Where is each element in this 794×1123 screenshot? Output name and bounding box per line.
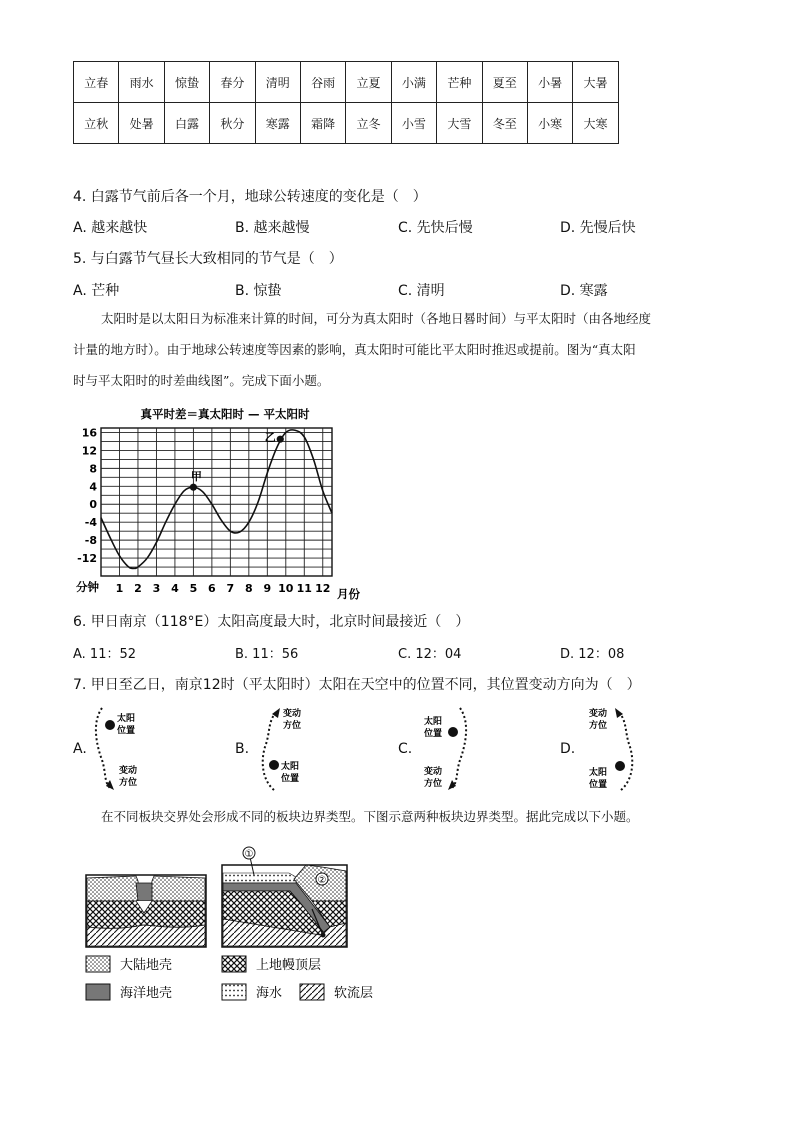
q6-option-d[interactable]: D. 12：08 xyxy=(560,647,625,662)
solar-term-cell: 清明 xyxy=(255,62,300,103)
x-tick-label: 5 xyxy=(189,582,198,595)
x-tick-label: 7 xyxy=(226,582,235,595)
y-tick-label: -4 xyxy=(84,516,97,530)
solar-term-cell: 立春 xyxy=(74,62,119,103)
x-tick-label: 12 xyxy=(315,582,331,595)
y-tick-label: 4 xyxy=(89,480,97,494)
q4-option-c[interactable]: C. 先快后慢 xyxy=(398,220,473,236)
solar-term-cell: 小雪 xyxy=(391,103,436,144)
solar-term-cell: 雨水 xyxy=(119,62,164,103)
solar-term-cell: 处暑 xyxy=(119,103,164,144)
point-label: 乙 xyxy=(264,431,276,445)
legend-label: 软流层 xyxy=(334,986,374,1001)
chart-y-ticks xyxy=(77,426,97,565)
legend-swatch xyxy=(300,984,324,1000)
point-label: 甲 xyxy=(190,470,202,484)
sun-label: 位置 xyxy=(117,726,136,736)
q7-diagram-d xyxy=(585,700,645,795)
y-tick-label: 0 xyxy=(89,498,97,512)
solar-term-cell: 小满 xyxy=(391,62,436,103)
y-tick-label: 12 xyxy=(81,444,97,458)
solar-term-cell: 芒种 xyxy=(437,62,482,103)
chart-grid xyxy=(101,428,332,576)
move-label: 方位 xyxy=(283,721,302,731)
solar-term-cell: 谷雨 xyxy=(300,62,345,103)
sun-dot-icon xyxy=(615,761,625,771)
x-tick-label: 11 xyxy=(296,582,312,595)
x-tick-label: 3 xyxy=(152,582,161,595)
marker-1: ① xyxy=(244,849,254,860)
convergent-boundary-panel xyxy=(222,847,347,947)
sun-label: 位置 xyxy=(281,774,300,784)
solar-term-cell: 霜降 xyxy=(300,103,345,144)
solar-term-cell: 立夏 xyxy=(346,62,391,103)
solar-term-cell: 小寒 xyxy=(527,103,572,144)
q6-option-c[interactable]: C. 12：04 xyxy=(398,647,462,662)
solar-term-cell: 惊蛰 xyxy=(164,62,209,103)
sun-label: 太阳 xyxy=(589,768,608,778)
passage-line: 时与平太阳时的时差曲线图”。完成下面小题。 xyxy=(73,373,330,388)
move-label: 方位 xyxy=(589,721,608,731)
q5-option-b[interactable]: B. 惊蛰 xyxy=(235,283,282,299)
q7-diagram-c xyxy=(420,700,480,795)
x-tick-label: 8 xyxy=(245,582,253,595)
q5-option-a[interactable]: A. 芒种 xyxy=(73,283,120,299)
x-tick-label: 1 xyxy=(115,582,124,595)
sun-path xyxy=(96,708,110,788)
y-tick-label: -12 xyxy=(77,552,97,566)
move-label: 方位 xyxy=(119,778,138,788)
sun-dot-icon xyxy=(448,727,458,737)
q4-option-a[interactable]: A. 越来越快 xyxy=(73,220,148,236)
solar-term-cell: 夏至 xyxy=(482,62,527,103)
move-label: 变动 xyxy=(424,767,443,777)
y-axis-label: 分钟 xyxy=(76,580,99,594)
q7-option-a[interactable]: A. xyxy=(73,741,87,757)
passage-line: 太阳时是以太阳日为标准来计算的时间，可分为真太阳时（各地日晷时间）与平太阳时（由各地经度 xyxy=(101,311,652,326)
question-7-stem: 7. 甲日至乙日，南京12时（平太阳时）太阳在天空中的位置不同，其位置变动方向为（ ） xyxy=(73,677,641,693)
legend-swatch xyxy=(86,956,110,972)
solar-term-cell: 大寒 xyxy=(573,103,618,144)
question-5-stem: 5. 与白露节气昼长大致相同的节气是（ ） xyxy=(73,251,343,267)
question-6-stem: 6. 甲日南京（118°E）太阳高度最大时，北京时间最接近（ ） xyxy=(73,614,470,630)
data-point xyxy=(190,484,197,491)
q7-option-d[interactable]: D. xyxy=(560,741,576,757)
solar-term-cell: 白露 xyxy=(164,103,209,144)
marker-2: ② xyxy=(317,875,327,886)
sun-label: 太阳 xyxy=(281,762,300,772)
sun-dot-icon xyxy=(269,760,279,770)
q7-option-b[interactable]: B. xyxy=(235,741,250,757)
question-4-stem: 4. 白露节气前后各一个月，地球公转速度的变化是（ ） xyxy=(73,189,427,205)
passage-line: 计量的地方时）。由于地球公转速度等因素的影响，真太阳时可能比平太阳时推迟或提前。图为“真太阳 xyxy=(73,342,636,357)
sun-label: 太阳 xyxy=(117,714,136,724)
chart-points xyxy=(190,431,284,491)
q7-option-c[interactable]: C. xyxy=(398,741,413,757)
legend-swatch xyxy=(222,984,246,1000)
x-tick-label: 4 xyxy=(171,582,179,595)
move-label: 变动 xyxy=(589,709,608,719)
arrow-head-icon xyxy=(448,780,456,790)
divergent-boundary-panel xyxy=(86,875,206,947)
sun-dot-icon xyxy=(105,720,115,730)
legend xyxy=(86,956,373,1001)
q5-option-c[interactable]: C. 清明 xyxy=(398,283,445,299)
table-row xyxy=(74,103,619,144)
q4-option-d[interactable]: D. 先慢后快 xyxy=(560,220,636,236)
y-tick-label: 16 xyxy=(81,426,97,440)
sun-path xyxy=(263,712,276,790)
solar-term-cell: 寒露 xyxy=(255,103,300,144)
arrow-head-icon xyxy=(321,933,326,938)
solar-term-cell: 大雪 xyxy=(437,103,482,144)
q7-diagram-b xyxy=(252,700,312,795)
legend-label: 大陆地壳 xyxy=(120,958,173,973)
chart-title: 真平时差＝真太阳时 — 平太阳时 xyxy=(140,407,310,421)
plate-boundary-figure xyxy=(84,843,384,1008)
sun-label: 位置 xyxy=(589,780,608,790)
solar-term-cell: 冬至 xyxy=(482,103,527,144)
legend-swatch xyxy=(86,984,110,1000)
data-point xyxy=(277,436,284,443)
q7-diagram-a xyxy=(88,700,148,795)
move-label: 变动 xyxy=(119,766,138,776)
move-label: 变动 xyxy=(283,709,302,719)
y-tick-label: -8 xyxy=(84,534,97,548)
solar-term-cell: 小暑 xyxy=(527,62,572,103)
sun-path xyxy=(452,708,466,788)
x-tick-label: 2 xyxy=(134,582,142,595)
sun-path xyxy=(619,712,632,790)
chart-x-ticks xyxy=(116,582,331,595)
table-row xyxy=(74,62,619,103)
x-axis-label: 月份 xyxy=(337,587,360,601)
arrow-head-icon xyxy=(106,780,114,790)
solar-term-cell: 大暑 xyxy=(573,62,618,103)
sun-label: 位置 xyxy=(424,729,443,739)
legend-label: 海水 xyxy=(256,986,283,1001)
q4-option-b[interactable]: B. 越来越慢 xyxy=(235,220,310,236)
legend-label: 上地幔顶层 xyxy=(256,958,322,973)
solar-term-cell: 立冬 xyxy=(346,103,391,144)
q6-option-b[interactable]: B. 11：56 xyxy=(235,647,299,662)
legend-label: 海洋地壳 xyxy=(120,986,173,1001)
solar-term-cell: 秋分 xyxy=(210,103,255,144)
x-tick-label: 6 xyxy=(208,582,216,595)
q6-option-a[interactable]: A. 11：52 xyxy=(73,647,137,662)
solar-term-cell: 立秋 xyxy=(74,103,119,144)
passage-plate-boundary: 在不同板块交界处会形成不同的板块边界类型。下图示意两种板块边界类型。据此完成以下小题。 xyxy=(101,809,639,824)
passage-solar-time xyxy=(73,303,733,396)
x-tick-label: 9 xyxy=(263,582,272,595)
solar-terms-table xyxy=(73,61,619,144)
y-tick-label: 8 xyxy=(89,462,97,476)
sun-label: 太阳 xyxy=(424,717,443,727)
x-tick-label: 10 xyxy=(278,582,294,595)
solar-term-cell: 春分 xyxy=(210,62,255,103)
legend-swatch xyxy=(222,956,246,972)
move-label: 方位 xyxy=(424,779,443,789)
q5-option-d[interactable]: D. 寒露 xyxy=(560,283,608,299)
equation-of-time-chart xyxy=(70,400,360,605)
